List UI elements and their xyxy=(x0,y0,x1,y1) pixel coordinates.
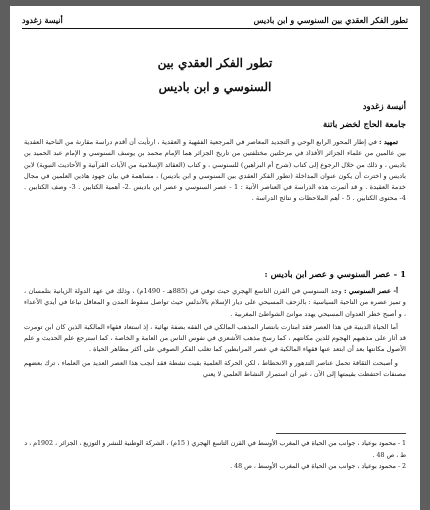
footnote-1: 1 - محمود بوعياد ، جوانب من الحياة في المغرب الأوسط في القرن التاسع الهجري ( 15م) ، الشركة الوطنية للنشر و التوزيع ، الجزائر ، 1902م ، د ط ، ص 48 . xyxy=(24,440,406,459)
header-author: أنيسة زغدود xyxy=(22,15,63,25)
intro-paragraph xyxy=(24,137,406,205)
footnote-rule xyxy=(276,433,406,434)
section-heading: 1 - عصر السنوسي و عصر ابن باديس : xyxy=(264,270,406,280)
section-body xyxy=(24,286,406,382)
title-line-2: السنوسي و ابن باديس xyxy=(158,80,272,94)
document-page xyxy=(10,6,420,510)
intro-text: في إطار المحور الرابع الوحي و التجديد المعاصر في المرجعية الفقهية و العقدية ، ارتأيت أن أقدم دراسة مقارنة من الناحية العقدية بين عالمين من علماء الجزائر الأفذاذ في مرحلتين مختلفتين من تاريخ الجزائر هما الإمام محمد بن يوسف السنوسي و الإمام عبد الحميد بن باديس ، و ذلك من خلال الرجوع إلى كتاب (شرح أم البراهين) للسنوسي ، و كتاب (العقائد الإسلامية من الآيات القرآنية و الأحاديث النبوية) لابن باديس و اخترت أن يكون عنوان المداخلة (تطور الفكر العقدي بين السنوسي و ابن باديس) ، مساهمة في بيان جهود هاذين العلمين في مجال خدمة العقيدة . و قد أثمرت هذه الدراسة في العناصر الآتية : 1 - عصر السنوسي و عصر ابن باديس .2- أهمية الكتابين . 3- وصف الكتابين . 4- محتوى الكتابين . 5 - أهم الملاحظات و نتائج الدراسة . xyxy=(24,138,406,203)
intro-lead: تمهيد : xyxy=(379,138,398,146)
author-affiliation: جامعة الحاج لخضر باتنة xyxy=(322,120,406,130)
paragraph-text-1: وجد السنوسي في القرن التاسع الهجري حيث توفي في (885هـ - 1490م) ، وذلك في عهد الدولة الزيانية بتلمسان ، و تميز عصره من الناحية السياسية : بالزحف المسيحي على ديار الإسلام بالأندلس حيث تواصل سقوط المدن و المعاقل تباعا في أيدي الأعداء ، و أصبح خطر العدوان المسيحي يهدد موانئ الشواطئ المغربية . xyxy=(24,287,406,318)
title-line-1: تطور الفكر العقدي بين xyxy=(157,56,273,70)
footnote-2: 2 - محمود بوعياد ، جوانب من الحياة في المغرب الأوسط ، ص 48 . xyxy=(230,463,406,470)
running-header xyxy=(22,14,408,29)
section-paragraph-1 xyxy=(24,286,406,320)
author-name: أنيسة زغدود xyxy=(362,102,406,112)
introduction xyxy=(24,137,406,207)
section-paragraph-3: و أصبحت الثقافة تحمل عناصر التدهور و الانحطاط ، لكن الحركة العلمية بقيت نشطة فقد أنجب هذا العصر العديد من العلماء ، ترك بعضهم مصنفات احتفظت بقيمتها إلى الآن ، غير أن استمرار النشاط العلمي لا يعني xyxy=(24,358,406,379)
footnotes xyxy=(24,438,406,473)
header-title: تطور الفكر العقدي بين السنوسي و ابن باديس xyxy=(253,15,408,25)
subsection-lead: أ- عصر السنوسي : xyxy=(343,287,398,295)
section-paragraph-2: أما الحياة الدينية في هذا العصر فقد امتازت بانتصار المذهب المالكي في الفقه بصفة نهائية ، إذ استعاد فقهاء المالكية الذين كان ابن تومرت قد أثار على مذهبهم الهجوم للدين مكانتهم ، كما رسخ مذهب الأشعري في نفوس الناس من العامة و الخاصة ، كما استرجع علم الحديث و علم الأصول مكانتها بعد أن ابتعد عنها فقهاء المالكية في عصر المرابطين كما تغلب الفكر الصوفي على أكثر مظاهر الحياة . xyxy=(24,322,406,354)
